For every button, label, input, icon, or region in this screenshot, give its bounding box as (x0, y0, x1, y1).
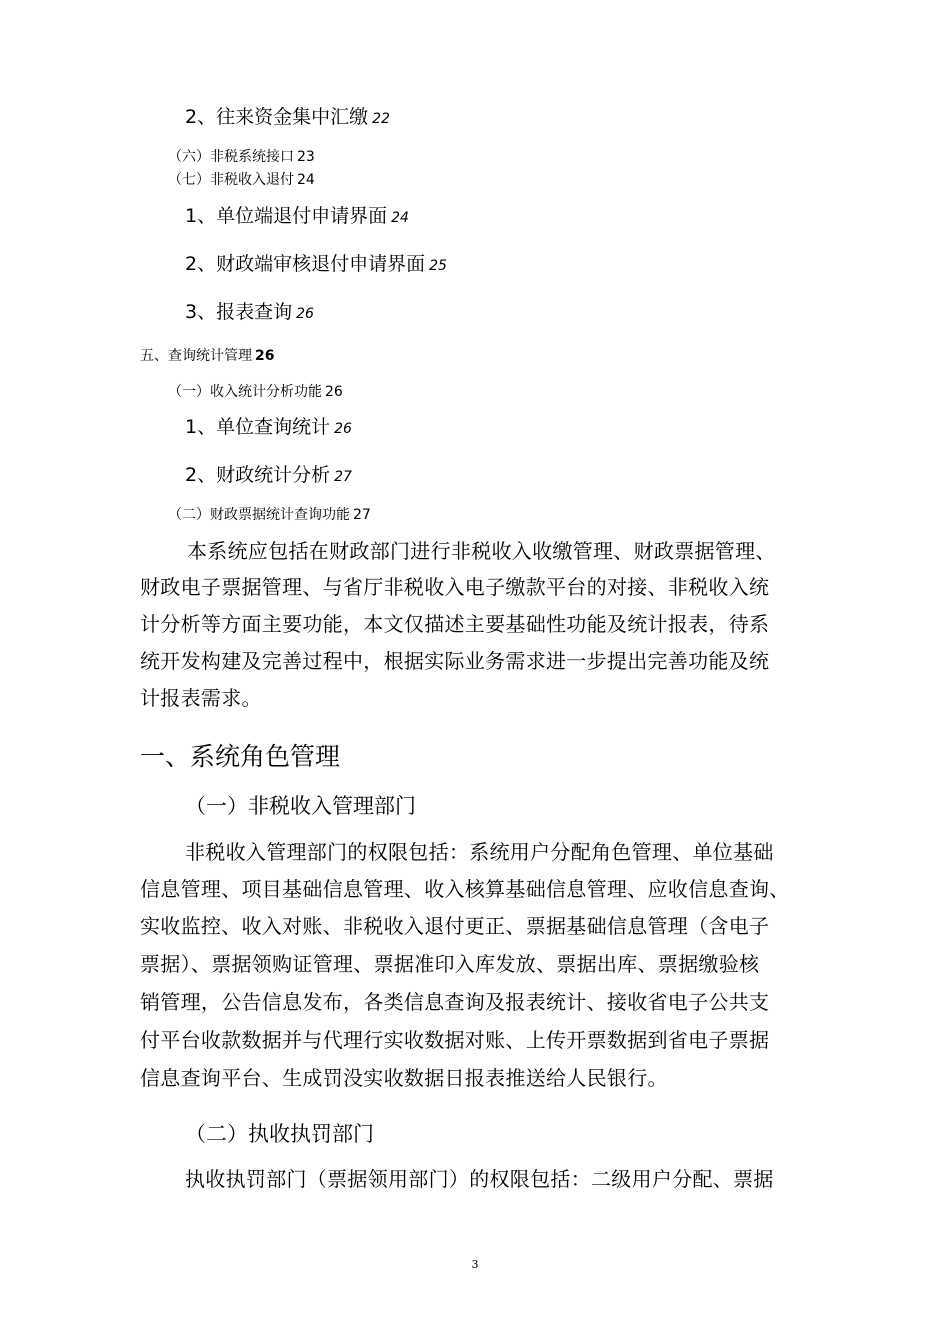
body-line: 销管理，公告信息发布，各类信息查询及报表统计、接收省电子公共支 (140, 990, 770, 1014)
body-line: 付平台收款数据并与代理行实收数据对账、上传开票数据到省电子票据 (140, 1028, 770, 1052)
toc-page-number: 24 (297, 172, 315, 188)
toc-page-number: 24 (391, 210, 409, 226)
toc-entry-text: 1、单位查询统计 (185, 416, 331, 438)
subsection-heading: （一）非税收入管理部门 (185, 794, 416, 818)
toc-page-number: 26 (255, 348, 275, 364)
intro-line: 计报表需求。 (140, 686, 262, 710)
toc-entry-text: 1、单位端退付申请界面 (185, 205, 388, 227)
intro-line: 计分析等方面主要功能，本文仅描述主要基础性功能及统计报表，待系 (140, 612, 770, 636)
toc-entry (168, 146, 315, 166)
toc-entry (168, 504, 371, 524)
toc-entry-text: （二）财政票据统计查询功能 (168, 507, 350, 523)
toc-entry-text: 五、查询统计管理 (140, 348, 252, 364)
body-line: 执收执罚部门（票据领用部门）的权限包括：二级用户分配、票据 (185, 1167, 774, 1191)
toc-entry-text: （七）非税收入退付 (168, 172, 294, 188)
toc-page-number: 27 (334, 469, 352, 485)
toc-page-number: 26 (296, 306, 314, 322)
intro-line: 统开发构建及完善过程中，根据实际业务需求进一步提出完善功能及统 (140, 649, 770, 673)
toc-entry (185, 102, 390, 129)
toc-entry-text: 3、报表查询 (185, 301, 293, 323)
toc-entry (185, 297, 314, 324)
toc-entry (168, 381, 343, 401)
toc-entry-text: （六）非税系统接口 (168, 149, 294, 165)
toc-entry (168, 169, 315, 189)
toc-page-number: 27 (353, 507, 371, 523)
body-line: 信息管理、项目基础信息管理、收入核算基础信息管理、应收信息查询、 (140, 877, 790, 901)
toc-entry-text: （一）收入统计分析功能 (168, 384, 322, 400)
body-line: 票据）、票据领购证管理、票据准印入库发放、票据出库、票据缴验核 (140, 952, 760, 976)
toc-entry-text: 2、财政统计分析 (185, 464, 331, 486)
subsection-heading: （二）执收执罚部门 (185, 1122, 374, 1146)
toc-entry-text: 2、往来资金集中汇缴 (185, 106, 369, 128)
toc-entry (140, 345, 274, 365)
intro-line: 财政电子票据管理、与省厅非税收入电子缴款平台的对接、非税收入统 (140, 575, 770, 599)
intro-line: 本系统应包括在财政部门进行非税收入收缴管理、财政票据管理、 (187, 539, 776, 563)
toc-page-number: 23 (297, 149, 315, 165)
body-line: 非税收入管理部门的权限包括：系统用户分配角色管理、单位基础 (185, 840, 774, 864)
toc-entry-text: 2、财政端审核退付申请界面 (185, 253, 426, 275)
body-line: 信息查询平台、生成罚没实收数据日报表推送给人民银行。 (140, 1066, 668, 1090)
toc-page-number: 22 (372, 111, 390, 127)
section-heading: 一、系统角色管理 (140, 742, 341, 771)
toc-page-number: 26 (334, 421, 352, 437)
body-line: 实收监控、收入对账、非税收入退付更正、票据基础信息管理（含电子 (140, 914, 770, 938)
toc-entry (185, 460, 352, 487)
page-number: 3 (471, 1258, 479, 1271)
toc-page-number: 25 (429, 258, 447, 274)
toc-entry (185, 412, 352, 439)
toc-entry (185, 201, 409, 228)
toc-page-number: 26 (325, 384, 343, 400)
toc-entry (185, 249, 447, 276)
